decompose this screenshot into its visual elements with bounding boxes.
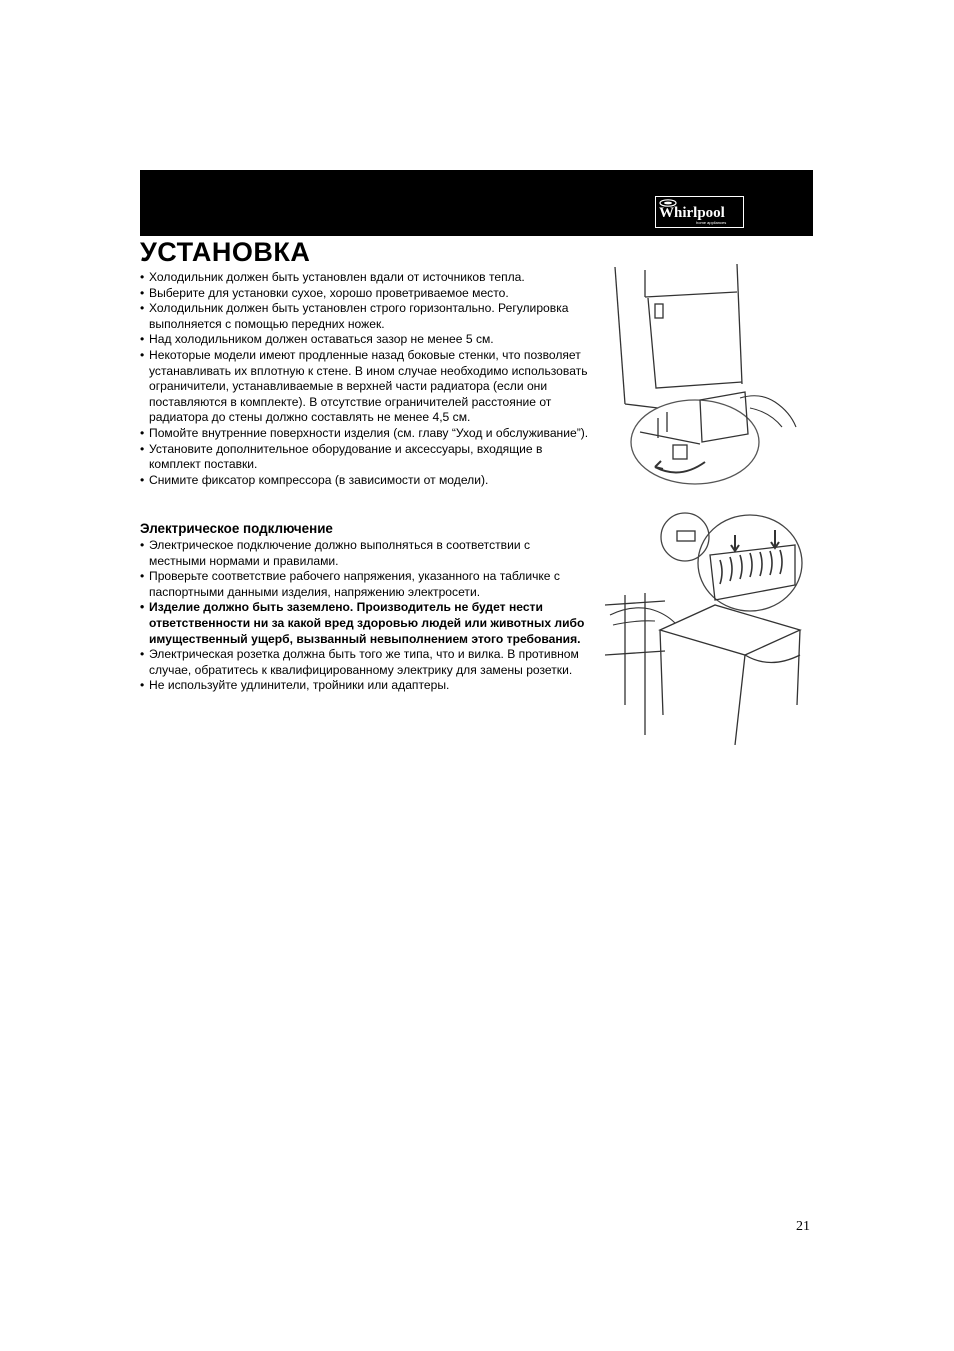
list-item-warning: • Изделие должно быть заземлено. Производитель не будет нести ответственности ни за какой вред здоровью людей или животных либо имущественный ущерб, вызванный невыполнением этого требования. xyxy=(140,600,590,647)
logo-wordmark: Whirlpool xyxy=(659,205,725,221)
electrical-list xyxy=(140,538,590,694)
leveling-feet-illustration xyxy=(600,262,800,490)
list-item: • Выберите для установки сухое, хорошо проветриваемое место. xyxy=(140,286,590,302)
list-item: • Холодильник должен быть установлен вдали от источников тепла. xyxy=(140,270,590,286)
list-item: • Электрическое подключение должно выполняться в соответствии с местными нормами и правилами. xyxy=(140,538,590,569)
logo-tagline: home appliances xyxy=(696,220,727,225)
list-item: • Проверьте соответствие рабочего напряжения, указанного на табличке с паспортными данными изделия, напряжению электросети. xyxy=(140,569,590,600)
header-bar xyxy=(140,170,813,236)
list-item: • Не используйте удлинители, тройники или адаптеры. xyxy=(140,678,590,694)
electrical-heading: Электрическое подключение xyxy=(140,521,333,536)
installation-list xyxy=(140,270,590,488)
list-item: • Некоторые модели имеют продленные назад боковые стенки, что позволяет устанавливать их вплотную к стене. В ином случае необходимо использовать ограничители, устанавливаемые в верхней части радиатора (если они поставляются в комплекте). В отсутствие ограничителей расстояние от радиатора до стены должно составлять не менее 4,5 см. xyxy=(140,348,590,426)
list-item: • Над холодильником должен оставаться зазор не менее 5 см. xyxy=(140,332,590,348)
list-item: • Снимите фиксатор компрессора (в зависимости от модели). xyxy=(140,473,590,489)
page-title: УСТАНОВКА xyxy=(140,237,311,267)
list-item: • Помойте внутренние поверхности изделия (см. главу “Уход и обслуживание”). xyxy=(140,426,590,442)
list-item: • Электрическая розетка должна быть того же типа, что и вилка. В противном случае, обратитесь к квалифицированному электрику для замены розетки. xyxy=(140,647,590,678)
page-number: 21 xyxy=(796,1219,810,1234)
spacer-installation-illustration xyxy=(605,505,805,745)
list-item: • Холодильник должен быть установлен строго горизонтально. Регулировка выполняется с помощью передних ножек. xyxy=(140,301,590,332)
whirlpool-logo xyxy=(655,196,744,228)
list-item: • Установите дополнительное оборудование и аксессуары, входящие в комплект поставки. xyxy=(140,442,590,473)
